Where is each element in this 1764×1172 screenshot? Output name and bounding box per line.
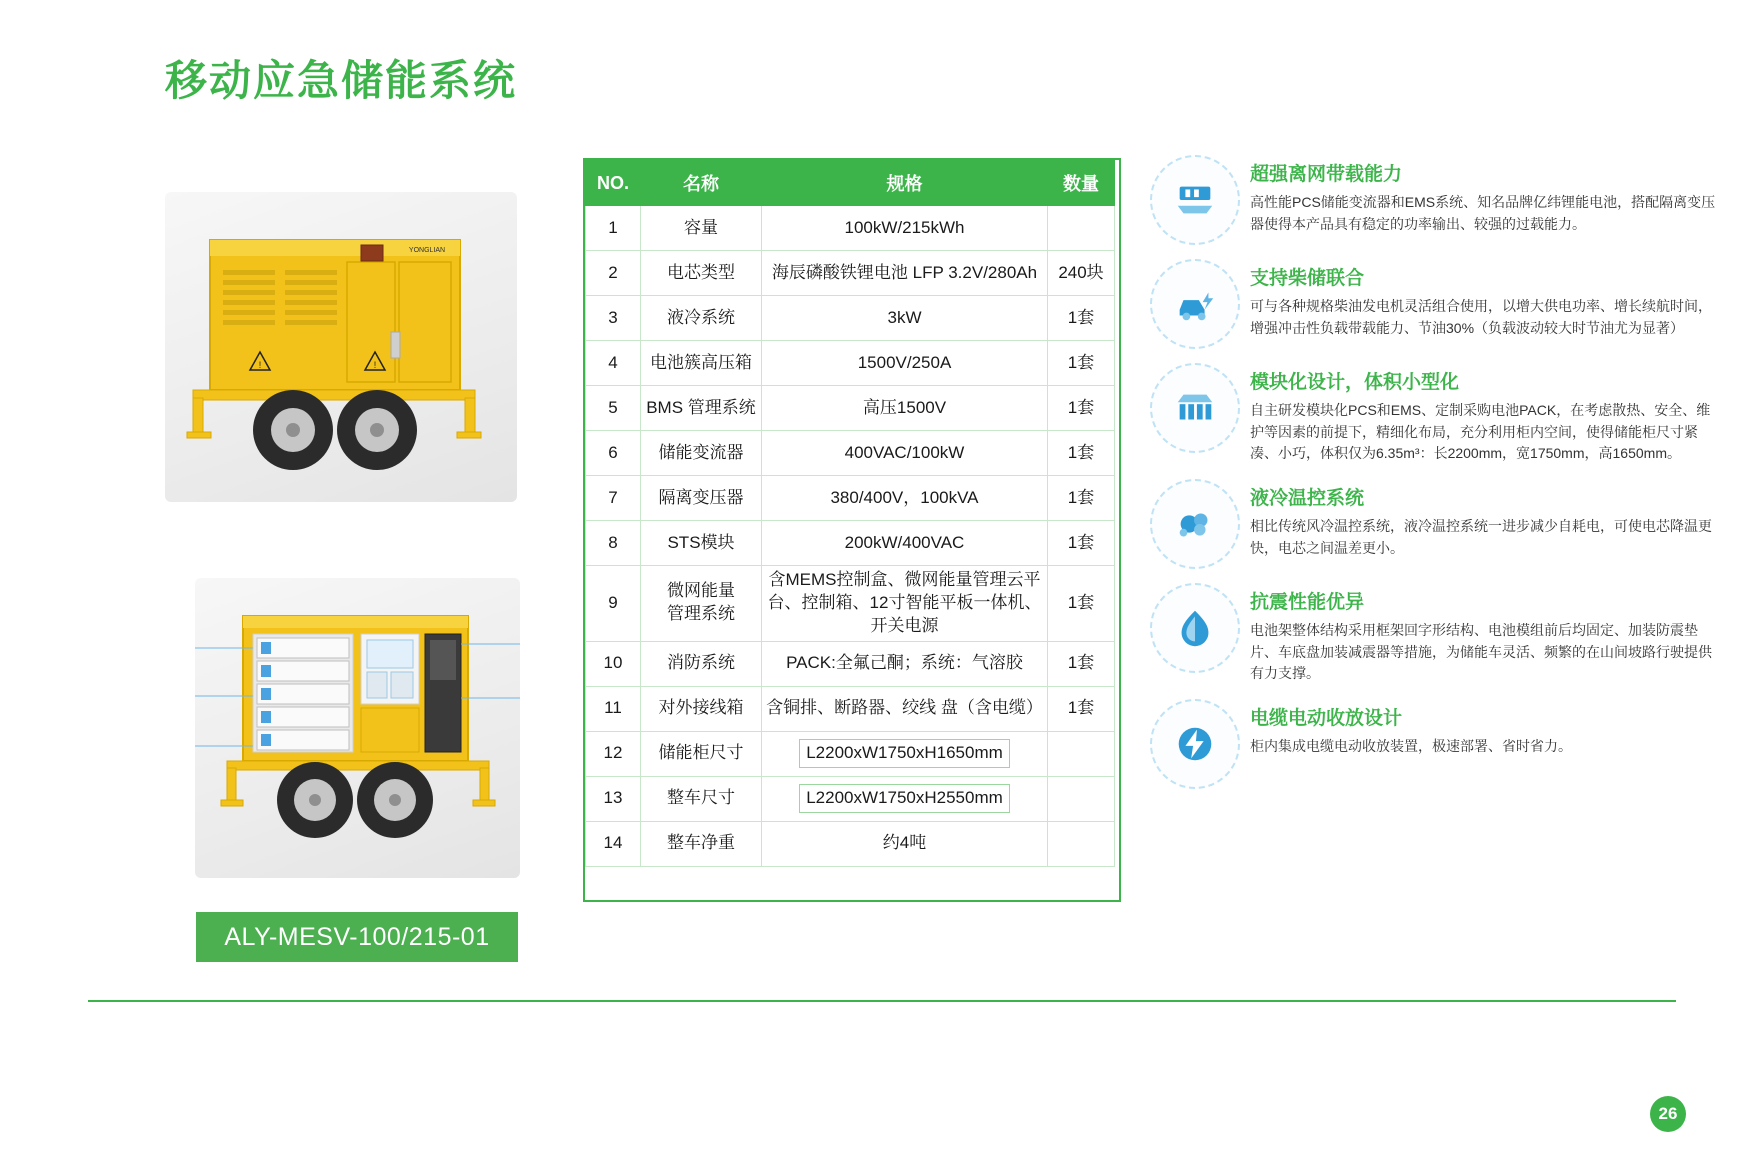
feature-item: [1150, 259, 1730, 349]
cell-name: 微网能量 管理系统: [641, 566, 762, 642]
feature-title: 支持柴储联合: [1250, 268, 1365, 289]
feature-desc: 自主研发模块化PCS和EMS、定制采购电池PACK，在考虑散热、安全、维护等因素的前提下，精细化布局，充分利用柜内空间，使得储能柜尺寸紧凑、小巧，体积仅为6.35m³：长2200mm，宽1750mm，高1650mm。: [1250, 402, 1711, 462]
header-no: NO.: [586, 161, 641, 206]
svg-text:!: !: [373, 360, 377, 370]
cell-name: 电芯类型: [641, 251, 762, 296]
cell-qty: [1048, 731, 1115, 776]
feature-item: [1150, 479, 1730, 569]
cell-no: 1: [586, 206, 641, 251]
cell-no: 7: [586, 476, 641, 521]
feature-desc: 电池架整体结构采用框架回字形结构、电池模组前后均固定、加装防震垫片、车底盘加装减震器等措施，为储能车灵活、频繁的在山间坡路行驶提供有力支撑。: [1250, 622, 1712, 682]
cell-no: 5: [586, 386, 641, 431]
cell-qty: 1套: [1048, 386, 1115, 431]
cell-no: 3: [586, 296, 641, 341]
header-name: 名称: [641, 161, 762, 206]
cell-qty: 240块: [1048, 251, 1115, 296]
feature-desc: 高性能PCS储能变流器和EMS系统、知名品牌亿纬锂能电池，搭配隔离变压器使得本产品具有稳定的功率输出、较强的过载能力。: [1250, 194, 1716, 232]
svg-text:!: !: [258, 360, 262, 370]
cell-spec: 380/400V，100kVA: [762, 476, 1048, 521]
cell-no: 2: [586, 251, 641, 296]
cell-name: 储能变流器: [641, 431, 762, 476]
feature-title: 超强离网带载能力: [1250, 164, 1403, 185]
feature-desc: 可与各种规格柴油发电机灵活组合使用，以增大供电功率、增长续航时间，增强冲击性负载带载能力、节油30%（负载波动较大时节油尤为显著）: [1250, 298, 1712, 336]
cell-qty: 1套: [1048, 431, 1115, 476]
cell-name: 液冷系统: [641, 296, 762, 341]
feature-item: [1150, 363, 1730, 465]
cell-spec: L2200xW1750xH2550mm: [762, 776, 1048, 821]
feature-item: [1150, 583, 1730, 685]
feature-title: 模块化设计，体积小型化: [1250, 372, 1460, 393]
cell-no: 6: [586, 431, 641, 476]
cell-name: 储能柜尺寸: [641, 731, 762, 776]
cell-spec: 100kW/215kWh: [762, 206, 1048, 251]
page-title: 移动应急储能系统: [165, 57, 518, 104]
trailer-open-cabinet-illustration: [195, 578, 520, 878]
footer-divider: [88, 1000, 1676, 1002]
table-row: [586, 641, 1115, 686]
liquid-cooling-icon: [1150, 479, 1240, 569]
header-spec: 规格: [762, 161, 1048, 206]
model-number-badge: ALY-MESV-100/215-01: [196, 912, 518, 962]
feature-desc: 柜内集成电缆电动收放装置，极速部署、省时省力。: [1250, 738, 1572, 755]
table-row: [586, 431, 1115, 476]
specification-table: [585, 160, 1115, 867]
feature-title: 电缆电动收放设计: [1250, 708, 1403, 730]
table-row: [586, 686, 1115, 731]
feature-item: [1150, 699, 1730, 789]
cell-name: 消防系统: [641, 641, 762, 686]
cell-qty: [1048, 206, 1115, 251]
feature-item: [1150, 155, 1730, 245]
cell-no: 14: [586, 821, 641, 866]
product-photo-open-cabinet: [195, 578, 520, 878]
cell-qty: 1套: [1048, 521, 1115, 566]
table-row: [586, 776, 1115, 821]
feature-title: 液冷温控系统: [1250, 488, 1365, 510]
trailer-side-view-illustration: [165, 192, 517, 502]
cell-name: BMS 管理系统: [641, 386, 762, 431]
cell-spec: L2200xW1750xH1650mm: [762, 731, 1048, 776]
cell-no: 12: [586, 731, 641, 776]
cell-spec: 200kW/400VAC: [762, 521, 1048, 566]
svg-text:YONGLIAN: YONGLIAN: [408, 247, 446, 254]
table-row: [586, 251, 1115, 296]
cell-no: 9: [586, 566, 641, 642]
cell-name: 电池簇高压箱: [641, 341, 762, 386]
module-icon: [1150, 363, 1240, 453]
cell-no: 8: [586, 521, 641, 566]
cell-spec: 高压1500V: [762, 386, 1048, 431]
cell-spec: 3kW: [762, 296, 1048, 341]
cell-name: STS模块: [641, 521, 762, 566]
cell-no: 10: [586, 641, 641, 686]
cell-qty: [1048, 821, 1115, 866]
cell-name: 容量: [641, 206, 762, 251]
cell-spec: 海辰磷酸铁锂电池 LFP 3.2V/280Ah: [762, 251, 1048, 296]
cell-qty: 1套: [1048, 476, 1115, 521]
cell-spec: 约4吨: [762, 821, 1048, 866]
table-row: [586, 341, 1115, 386]
table-row: [586, 476, 1115, 521]
cell-no: 13: [586, 776, 641, 821]
diesel-hybrid-icon: [1150, 259, 1240, 349]
table-row: [586, 206, 1115, 251]
cell-no: 11: [586, 686, 641, 731]
table-row: [586, 386, 1115, 431]
cell-name: 整车净重: [641, 821, 762, 866]
cell-name: 隔离变压器: [641, 476, 762, 521]
cell-qty: 1套: [1048, 296, 1115, 341]
page-number-badge: 26: [1650, 1096, 1686, 1132]
cell-spec: 含铜排、断路器、绞线 盘（含电缆）: [762, 686, 1048, 731]
cell-spec: PACK:全氟己酮；系统：气溶胶: [762, 641, 1048, 686]
table-row: [586, 566, 1115, 642]
shock-resistance-icon: [1150, 583, 1240, 673]
cell-name: 整车尺寸: [641, 776, 762, 821]
cell-qty: 1套: [1048, 641, 1115, 686]
table-row: [586, 521, 1115, 566]
feature-list: [1150, 155, 1730, 803]
product-photo-side-view: [165, 192, 517, 502]
grid-load-icon: [1150, 155, 1240, 245]
cell-no: 4: [586, 341, 641, 386]
feature-title: 抗震性能优异: [1250, 592, 1365, 614]
cell-qty: 1套: [1048, 686, 1115, 731]
cell-spec: 1500V/250A: [762, 341, 1048, 386]
feature-desc: 相比传统风冷温控系统，液冷温控系统一进步减少自耗电，可使电芯降温更快，电芯之间温差更小。: [1250, 518, 1712, 556]
cell-name: 对外接线箱: [641, 686, 762, 731]
table-row: [586, 731, 1115, 776]
cell-qty: 1套: [1048, 566, 1115, 642]
header-qty: 数量: [1048, 161, 1115, 206]
table-row: [586, 821, 1115, 866]
cell-spec: 400VAC/100kW: [762, 431, 1048, 476]
cell-spec: 含MEMS控制盒、微网能量管理云平台、控制箱、12寸智能平板一体机、开关电源: [762, 566, 1048, 642]
cell-qty: [1048, 776, 1115, 821]
table-header-row: [586, 161, 1115, 206]
cell-qty: 1套: [1048, 341, 1115, 386]
cable-reel-icon: [1150, 699, 1240, 789]
table-row: [586, 296, 1115, 341]
